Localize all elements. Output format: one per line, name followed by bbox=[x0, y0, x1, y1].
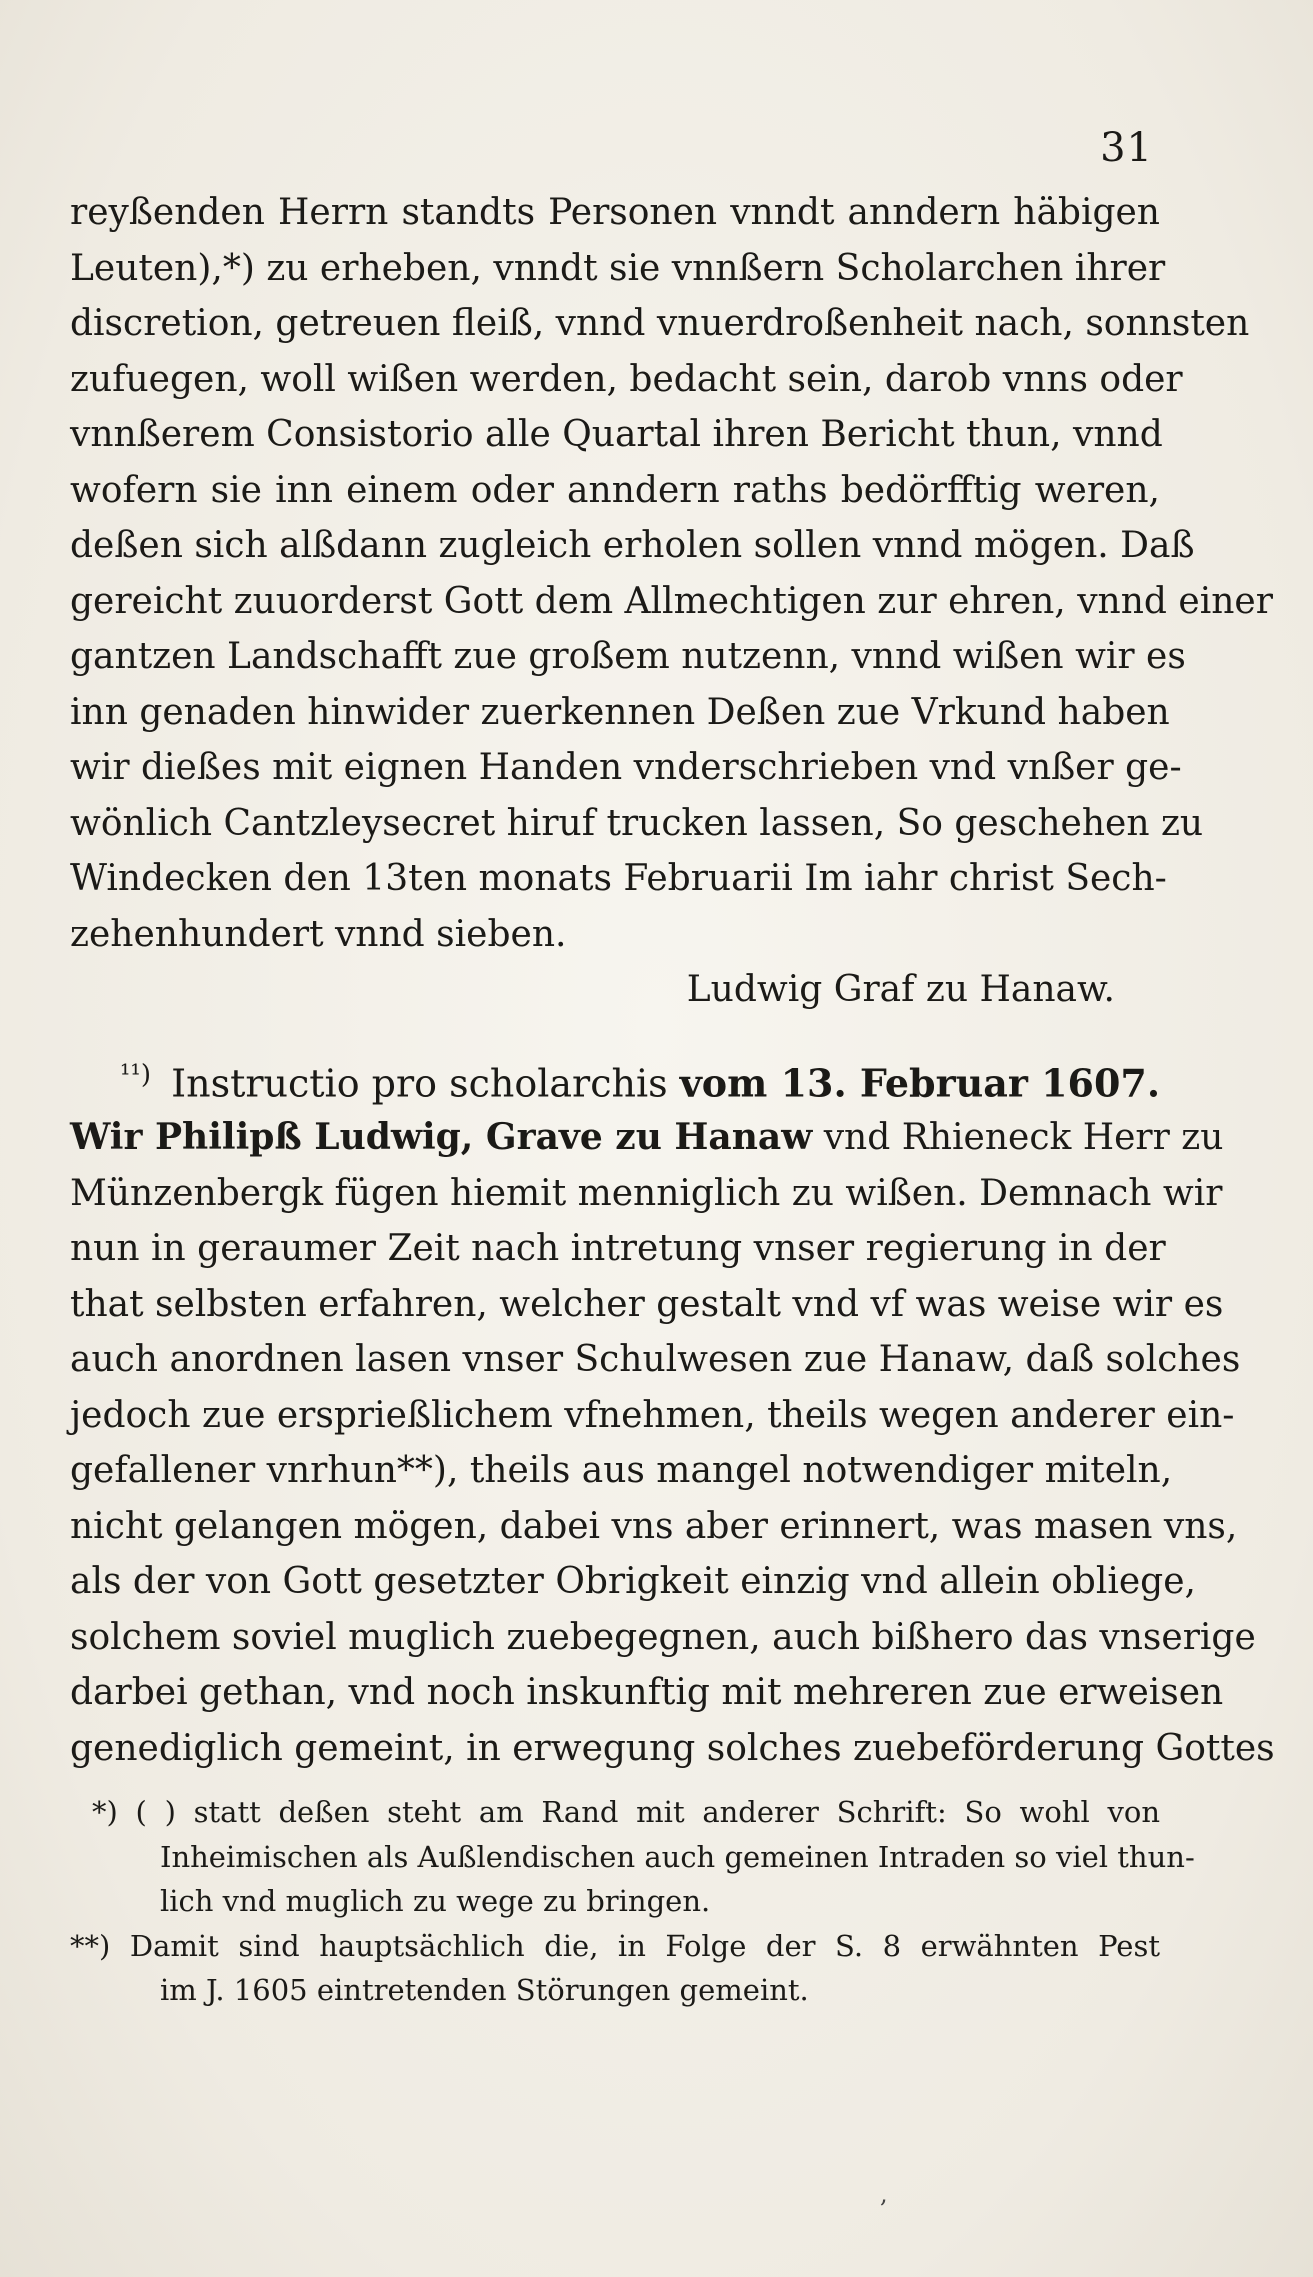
text-line: inn genaden hinwider zuerkennen Deßen zue Vrkund haben bbox=[70, 691, 1170, 733]
text-line: zufuegen, woll wißen werden, bedacht sein, darob vnns oder bbox=[70, 358, 1183, 400]
page-number: 31 bbox=[1100, 125, 1153, 171]
letter-conclusion bbox=[70, 185, 1273, 1018]
text-line: wofern sie inn einem oder anndern raths bedörfftig weren, bbox=[70, 469, 1160, 511]
text-line: Münzenbergk fügen hiemit menniglich zu wißen. Demnach wir bbox=[70, 1172, 1223, 1214]
text-line: nicht gelangen mögen, dabei vns aber erinnert, was masen vns, bbox=[70, 1505, 1238, 1547]
text-line: that selbsten erfahren, welcher gestalt vnd vf was weise wir es bbox=[70, 1283, 1224, 1325]
text-line bbox=[70, 1110, 1224, 1166]
footnote-line: *) ( ) statt deßen steht am Rand mit anderer Schrift: So wohl von bbox=[92, 1795, 1160, 1829]
heading-date: vom 13. Februar 1607. bbox=[679, 1060, 1161, 1106]
footnote-line: Inheimischen als Außlendischen auch gemeinen Intraden so viel thun- bbox=[160, 1839, 1195, 1874]
text-line: wir dießes mit eignen Handen vnderschrieben vnd vnßer ge- bbox=[70, 747, 1182, 788]
text-line: Leuten),*) zu erheben, vnndt sie vnnßern Scholarchen ihrer bbox=[70, 247, 1166, 289]
text-line: vnnßerem Consistorio alle Quartal ihren Bericht thun, vnnd bbox=[70, 414, 1163, 455]
text-line: wönlich Cantzleysecret hiruf trucken lassen, So geschehen zu bbox=[70, 802, 1204, 844]
footnote-line: **) Damit sind hauptsächlich die, in Folge der S. 8 erwähnten Pest bbox=[70, 1928, 1160, 1963]
text-line: gereicht zuuorderst Gott dem Allmechtigen zur ehren, vnnd einer bbox=[70, 580, 1273, 622]
text-line: gantzen Landschafft zue großem nutzenn, vnnd wißen wir es bbox=[70, 636, 1186, 677]
text-line: genediglich gemeint, in erwegung solches zuebeförderung Gottes bbox=[70, 1727, 1275, 1769]
text-line: zehenhundert vnnd sieben. bbox=[70, 913, 567, 955]
decree-opening-rest: vnd Rhieneck Herr zu bbox=[823, 1117, 1224, 1158]
print-speck: , bbox=[880, 2180, 888, 2208]
text-line: deßen sich alßdann zugleich erholen sollen vnnd mögen. Daß bbox=[70, 525, 1195, 566]
heading-title: Instructio pro scholarchis bbox=[171, 1061, 668, 1106]
text-line: reyßenden Herrn standts Personen vnndt anndern häbigen bbox=[70, 192, 1160, 233]
text-line: solchem soviel muglich zuebegegnen, auch bißhero das vnserige bbox=[70, 1616, 1256, 1658]
text-line: discretion, getreuen fleiß, vnnd vnuerdroßenheit nach, sonnsten bbox=[70, 303, 1250, 344]
text-line: jedoch zue ersprießlichem vfnehmen, theils wegen anderer ein- bbox=[70, 1394, 1235, 1436]
text-line: darbei gethan, vnd noch inskunftig mit mehreren zue erweisen bbox=[70, 1672, 1224, 1713]
footnote-line: im J. 1605 eintretenden Störungen gemeint. bbox=[160, 1973, 809, 2007]
text-line: Windecken den 13ten monats Februarii Im iahr christ Sech- bbox=[70, 858, 1167, 899]
text-line: als der von Gott gesetzter Obrigkeit einzig vnd allein obliege, bbox=[70, 1561, 1196, 1602]
text-line: auch anordnen lasen vnser Schulwesen zue Hanaw, daß solches bbox=[70, 1339, 1241, 1380]
instruction-text bbox=[70, 1110, 1275, 1776]
decree-opening: Wir Philipß Ludwig, Grave zu Hanaw bbox=[70, 1116, 813, 1158]
text-line: nun in geraumer Zeit nach intretung vnser regierung in der bbox=[70, 1228, 1166, 1269]
text-line: gefallener vnrhun**), theils aus mangel notwendiger miteln, bbox=[70, 1450, 1173, 1491]
section-heading bbox=[120, 1045, 1161, 1114]
footnotes bbox=[70, 1790, 1195, 2013]
section-mark: ¹¹) bbox=[120, 1060, 151, 1090]
footnote-line: lich vnd muglich zu wege zu bringen. bbox=[160, 1884, 711, 1918]
signature: Ludwig Graf zu Hanaw. bbox=[686, 969, 1115, 1010]
